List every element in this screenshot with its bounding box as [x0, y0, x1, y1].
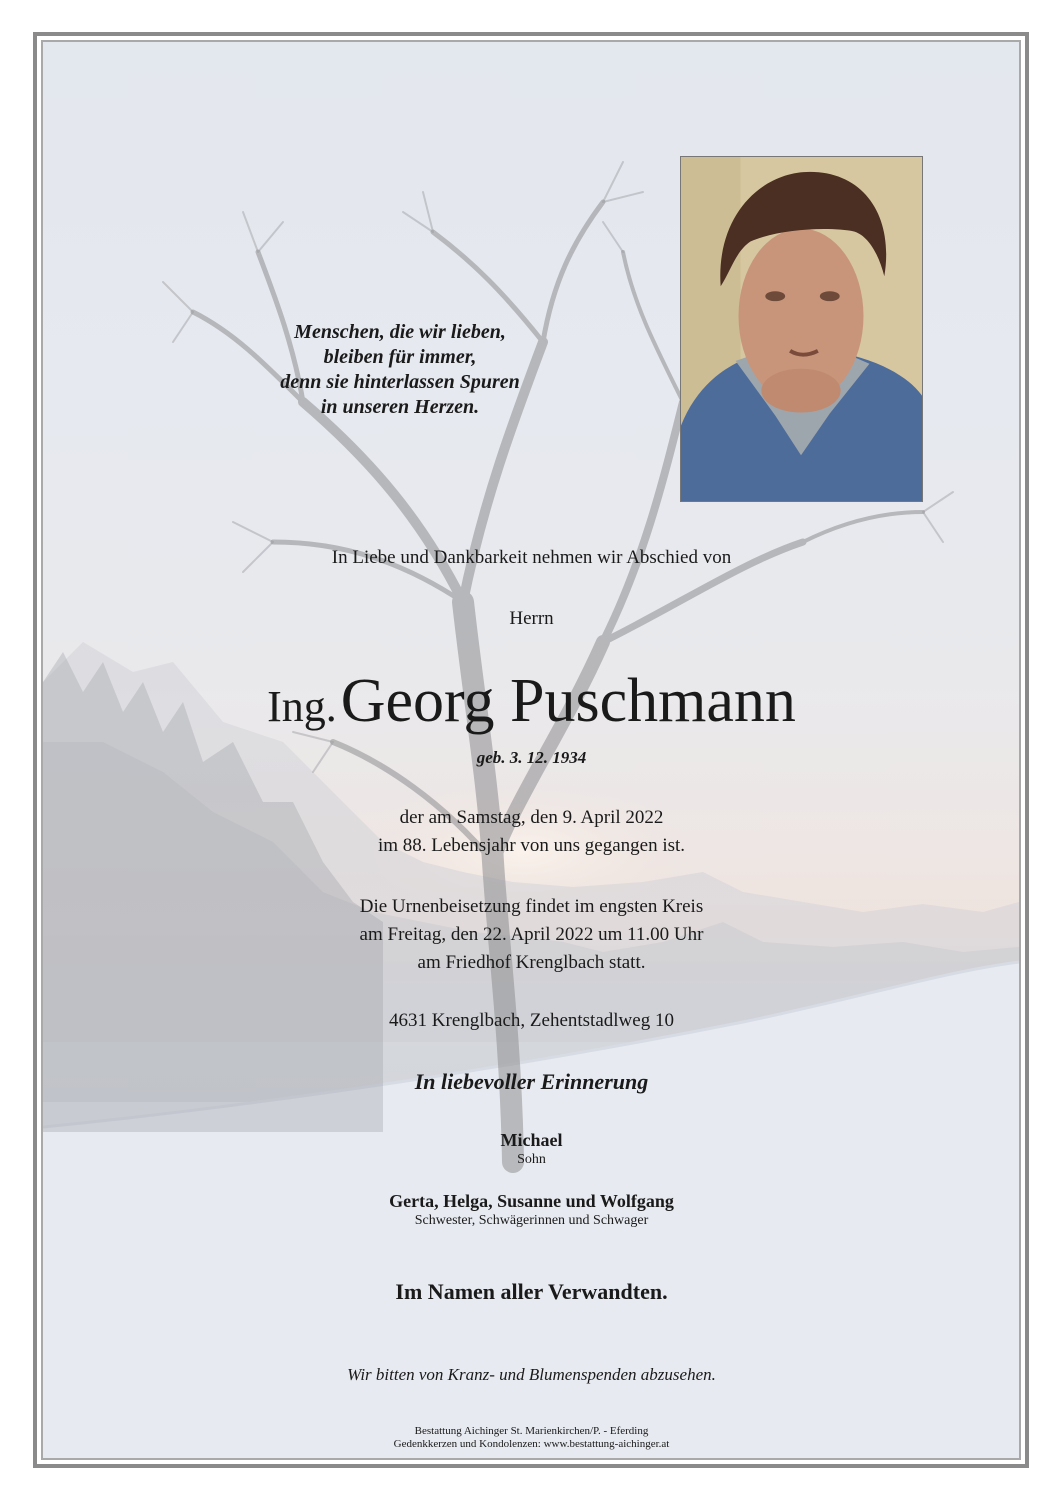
mourner-entry [0, 1130, 1063, 1168]
funeral-home-footer [0, 1425, 1063, 1451]
portrait-photo [680, 156, 923, 502]
burial-line: am Freitag, den 22. April 2022 um 11.00 Uhr [359, 924, 704, 945]
death-notice [0, 804, 1063, 860]
deceased-full-name: Georg Puschmann [340, 667, 796, 735]
mourner-entry [0, 1191, 1063, 1229]
memory-heading: In liebevoller Erinnerung [414, 1069, 649, 1094]
burial-line: am Friedhof Krenglbach statt. [417, 952, 646, 973]
poem-line: bleiben für immer, [323, 346, 477, 368]
mourner-relation: Sohn [517, 1152, 546, 1167]
footer-line: Gedenkkerzen und Kondolenzen: www.bestattung-aichinger.at [393, 1438, 670, 1450]
footer-line: Bestattung Aichinger St. Marienkirchen/P. - Eferding [414, 1425, 649, 1437]
burial-line: Die Urnenbeisetzung findet im engsten Kreis [359, 896, 704, 917]
memorial-poem [230, 320, 570, 420]
poem-line: in unseren Herzen. [320, 396, 480, 418]
deceased-name [0, 666, 1063, 737]
salutation: Herrn [509, 608, 554, 629]
burial-notice [0, 893, 1063, 977]
death-line: im 88. Lebensjahr von uns gegangen ist. [377, 835, 686, 856]
mourner-name: Michael [500, 1130, 563, 1150]
intro-text: In Liebe und Dankbarkeit nehmen wir Abschied von [331, 547, 732, 568]
family-address: 4631 Krenglbach, Zehentstadlweg 10 [389, 1010, 674, 1031]
mourner-name: Gerta, Helga, Susanne und Wolfgang [389, 1191, 674, 1211]
birth-date: geb. 3. 12. 1934 [476, 748, 587, 767]
death-line: der am Samstag, den 9. April 2022 [399, 807, 664, 828]
closing-line: Im Namen aller Verwandten. [395, 1279, 668, 1304]
deceased-title: Ing. [267, 682, 337, 731]
poem-line: Menschen, die wir lieben, [294, 321, 506, 343]
mourner-relation: Schwester, Schwägerinnen und Schwager [414, 1213, 649, 1228]
poem-line: denn sie hinterlassen Spuren [280, 371, 520, 393]
donation-request: Wir bitten von Kranz- und Blumenspenden abzusehen. [347, 1365, 716, 1384]
